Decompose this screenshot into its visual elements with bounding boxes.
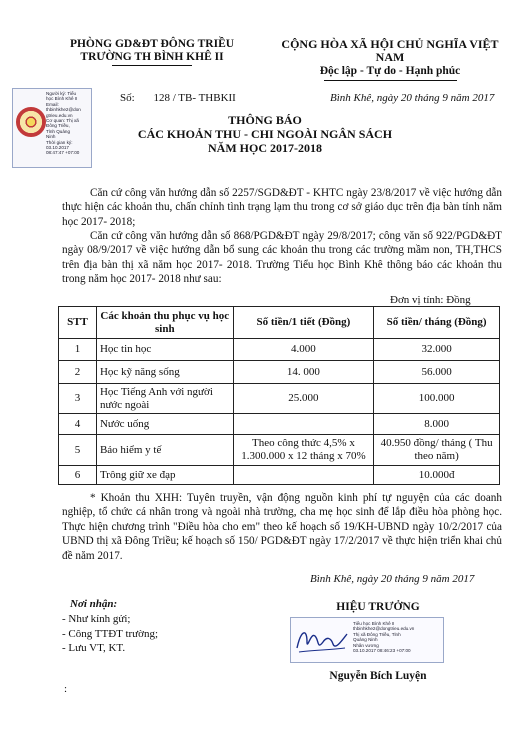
doc-number-label: Số: [120,92,135,104]
national-title-2: NAM [375,50,405,64]
recipient-item: - Công TTĐT trường; [62,627,159,640]
cell-stt: 2 [59,361,97,384]
agency-name: PHÒNG GD&ĐT ĐÔNG TRIỀU [69,38,235,50]
paragraph-basis-1: Căn cứ công văn hướng dẫn số 2257/SGD&ĐT - KHTC ngày 23/8/2017 về việc hướng dẫn thực hiện các khoản thu, chấn chỉnh tình trạng lạm thu trong cơ sở giáo dục trên địa bàn tỉnh năm học 2017- 2018; [62,187,502,228]
footer-date: Bình Khê, ngày 20 tháng 9 năm 2017 [310,573,475,585]
unit-label: Đơn vị tính: Đồng [390,294,471,306]
school-name: TRƯỜNG TH BÌNH KHÊ II [80,51,224,63]
recipient-item: - Lưu VT, KT. [62,642,126,654]
cell-per-month: 40.950 đồng/ tháng ( Thu theo năm) [374,435,500,466]
cell-item: Bảo hiểm y tế [96,435,233,466]
doc-number-value: 128 / TB- THBKII [153,92,236,104]
signature-stamp-text [353,621,441,653]
paragraph-basis-2: Căn cứ công văn hướng dẫn số 868/PGD&ĐT ngày 29/8/2017; công văn số 922/PGD&ĐT ngày 08/9/2017 về việc hướng dẫn bổ sung các khoản thu trong các trường mầm non, TH,THCS trên địa bàn thị xã năm học 2017- 2018. Trường Tiểu học Bình Khê thông báo các khoản thu trong năm học 2017- 2018 như sau: [62,230,502,286]
note-paragraph: * Khoản thu XHH: Tuyên truyền, vận động nguồn kinh phí tự nguyện của các doanh nghiệp, tổ chức cá nhân trong và ngoài nhà trường, cha mẹ học sinh để lắp điều hòa phòng học. Thực hiện chương trình "Điều hòa cho em" theo kế hoạch số 19/KH-UBND ngày 10/2/2017 của UBND thị xã Đông Triều; kế hoạch số 150/ PGD&ĐT ngày 17/2/2017 về thực hiện triển khai chủ đề năm 2017. [62,492,502,562]
table-row [59,339,500,361]
doc-subtitle: CÁC KHOẢN THU - CHI NGOÀI NGÂN SÁCH [137,127,393,141]
doc-year: NĂM HỌC 2017-2018 [208,141,322,155]
cell-item: Học tin học [96,339,233,361]
cell-stt: 6 [59,466,97,485]
cell-item: Trông giữ xe đạp [96,466,233,485]
national-motto: Độc lập - Tự do - Hạnh phúc [319,65,461,77]
school-seal-icon [16,107,46,137]
stamp-line: học Bình Khê II [46,96,78,102]
stamp-line: Email: [46,101,59,107]
handwritten-signature-icon [293,620,351,660]
header-per-lesson: Số tiền/1 tiết (Đồng) [233,307,374,339]
stamp-line: thbinhkhe2@don [46,107,81,113]
cell-per-month: 10.000đ [374,466,500,485]
stamp-line: 08:47:47 +07:00 [46,150,80,156]
table-row [59,435,500,466]
stamp-line: Cơ quan: Thị xã [46,118,79,124]
stamp-line: Người ký: Tiểu [46,91,77,96]
doc-title: THÔNG BÁO [228,113,302,127]
header-stt: STT [59,307,97,339]
stamp-line: Thời gian ký: [46,139,73,145]
stamp-line: gtrieu.edu.vn [46,112,73,118]
motto-underline [324,80,457,81]
signature-stamp [290,617,444,663]
stamp-line: Nhân vương [353,642,379,648]
cell-stt: 4 [59,414,97,435]
stamp-line: Ninh [46,134,56,140]
table-header-row [59,307,500,339]
cell-item: Học kỹ năng sống [96,361,233,384]
stamp-text [46,91,90,156]
header-item: Các khoản thu phục vụ học sinh [96,307,233,339]
school-name-underline [112,65,192,66]
cell-per-lesson: 25.000 [233,384,374,414]
cell-per-lesson [233,466,374,485]
cell-per-lesson: 14. 000 [233,361,374,384]
stamp-line: Đông Triều, [46,123,70,129]
doc-date: Bình Khê, ngày 20 tháng 9 năm 2017 [330,92,495,104]
national-title: CỘNG HÒA XÃ HỘI CHỦ NGHĨA VIỆT [281,37,499,51]
fee-table [58,306,500,485]
doc-number [120,92,236,104]
recipient-item: - Như kính gửi; [62,613,131,625]
table-row [59,466,500,485]
cell-per-month: 56.000 [374,361,500,384]
signer-title: HIỆU TRƯỞNG [336,601,420,613]
stamp-line: Thị xã Đông Triều, Tỉnh [353,631,401,637]
stamp-line: Quảng Ninh [353,637,378,643]
recipients-list [62,612,158,656]
header-per-month: Số tiền/ tháng (Đồng) [374,307,500,339]
stamp-line: Tiểu học Bình Khê II [353,621,395,626]
cell-per-lesson: Theo công thức 4,5% x 1.300.000 x 12 tháng x 70% [233,435,374,466]
cell-stt: 1 [59,339,97,361]
recipients-title: Nơi nhận: [70,598,118,610]
cell-item: Nước uống [96,414,233,435]
table-row [59,361,500,384]
cell-per-month: 32.000 [374,339,500,361]
trailing-mark: : [64,683,68,695]
digital-signature-stamp [12,88,92,168]
stamp-line: Tỉnh Quảng [46,128,71,134]
table-row [59,414,500,435]
stamp-line: thbinhkhe2@dongtrieu.edu.vn [353,626,415,632]
cell-per-lesson [233,414,374,435]
cell-per-lesson: 4.000 [233,339,374,361]
cell-stt: 5 [59,435,97,466]
cell-item: Học Tiếng Anh với người nước ngoài [96,384,233,414]
stamp-line: 03.10.2017 08:46:23 +07:00 [353,648,411,654]
stamp-line: 03.10.2017 [46,145,69,151]
cell-stt: 3 [59,384,97,414]
cell-per-month: 100.000 [374,384,500,414]
cell-per-month: 8.000 [374,414,500,435]
table-row [59,384,500,414]
signer-name: Nguyễn Bích Luyện [329,670,427,682]
